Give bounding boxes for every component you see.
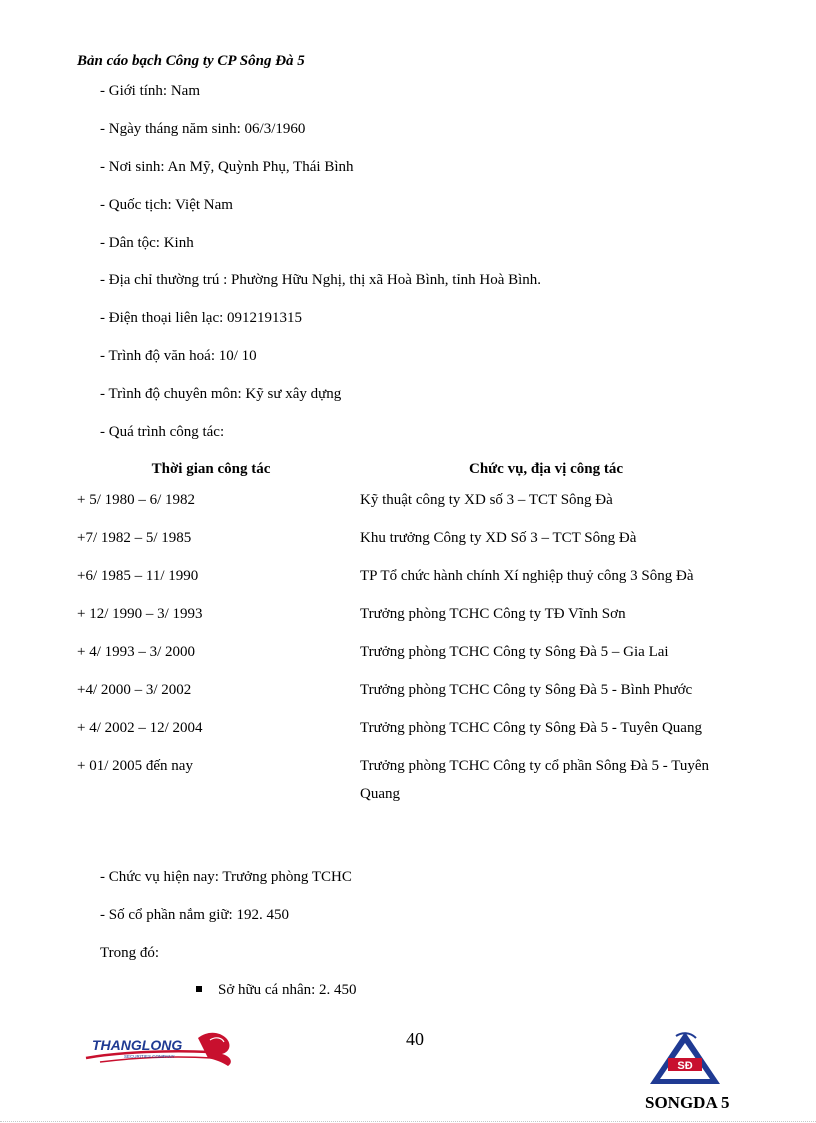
footer-divider bbox=[0, 1121, 816, 1122]
songda5-logo-mark: SĐ bbox=[677, 1060, 693, 1072]
songda5-logo bbox=[648, 1030, 722, 1086]
info-work-history-label: - Quá trình công tác: bbox=[100, 424, 225, 441]
info-profession: - Trình độ chuyên môn: Kỹ sư xây dựng bbox=[100, 386, 342, 403]
info-birth-place: - Nơi sinh: An Mỹ, Quỳnh Phụ, Thái Bình bbox=[100, 158, 354, 175]
position-cell: Trưởng phòng TCHC Công ty Sông Đà 5 - Tuyên Quang bbox=[360, 720, 702, 736]
info-shares-held: - Số cổ phần nắm giữ: 192. 450 bbox=[100, 906, 289, 923]
period-cell: + 4/ 2002 – 12/ 2004 bbox=[77, 720, 203, 736]
info-ethnicity: - Dân tộc: Kinh bbox=[100, 234, 194, 251]
table-row bbox=[77, 600, 747, 638]
holding-bullet-item bbox=[196, 980, 357, 1000]
work-history-table bbox=[77, 458, 747, 808]
column-header-position: Chức vụ, địa vị công tác bbox=[468, 460, 623, 477]
info-phone: - Điện thoại liên lạc: 0912191315 bbox=[100, 310, 303, 327]
info-education: - Trình độ văn hoá: 10/ 10 bbox=[100, 348, 257, 365]
info-of-which-label: Trong đó: bbox=[100, 944, 160, 961]
period-cell: + 5/ 1980 – 6/ 1982 bbox=[77, 492, 196, 508]
period-cell: +6/ 1985 – 11/ 1990 bbox=[77, 568, 199, 584]
table-row bbox=[77, 676, 747, 714]
page-number: 40 bbox=[406, 1029, 424, 1049]
table-row bbox=[77, 480, 747, 524]
songda5-logo-label: SONGDA 5 bbox=[645, 1093, 730, 1112]
info-birth-date: - Ngày tháng năm sinh: 06/3/1960 bbox=[100, 120, 306, 137]
period-cell: +4/ 2000 – 3/ 2002 bbox=[77, 682, 192, 698]
current-info-list bbox=[100, 867, 352, 981]
info-address: - Địa chỉ thường trú : Phường Hữu Nghị, thị xã Hoà Bình, tỉnh Hoà Bình. bbox=[100, 272, 542, 289]
personal-info-list bbox=[100, 81, 541, 460]
thanglong-logo-subtext: SECURITIES COMPANY bbox=[124, 1054, 175, 1059]
table-row bbox=[77, 714, 747, 752]
period-cell: +7/ 1982 – 5/ 1985 bbox=[77, 530, 192, 546]
table-row bbox=[77, 752, 747, 808]
period-cell: + 12/ 1990 – 3/ 1993 bbox=[77, 606, 203, 622]
thanglong-logo bbox=[80, 1028, 240, 1070]
position-cell: Kỹ thuật công ty XD số 3 – TCT Sông Đà bbox=[360, 492, 613, 508]
column-header-period: Thời gian công tác bbox=[151, 460, 271, 477]
period-cell: + 4/ 1993 – 3/ 2000 bbox=[77, 644, 196, 660]
info-nationality: - Quốc tịch: Việt Nam bbox=[100, 196, 233, 213]
page-title: Bản cáo bạch Công ty CP Sông Đà 5 bbox=[77, 53, 305, 69]
info-current-position: - Chức vụ hiện nay: Trưởng phòng TCHC bbox=[100, 869, 352, 885]
table-header-row bbox=[77, 458, 747, 480]
period-cell: + 01/ 2005 đến nay bbox=[77, 758, 193, 774]
info-gender: - Giới tính: Nam bbox=[100, 83, 201, 99]
position-cell: Trưởng phòng TCHC Công ty Sông Đà 5 – Gia Lai bbox=[360, 644, 669, 660]
table-row bbox=[77, 638, 747, 676]
position-cell: Trưởng phòng TCHC Công ty TĐ Vĩnh Sơn bbox=[360, 606, 626, 622]
position-cell: Trưởng phòng TCHC Công ty cổ phần Sông Đà 5 - Tuyên Quang bbox=[360, 758, 710, 802]
table-row bbox=[77, 524, 747, 562]
triangle-mark-icon bbox=[650, 1032, 720, 1084]
table-row bbox=[77, 562, 747, 600]
holding-text: Sở hữu cá nhân: 2. 450 bbox=[218, 982, 357, 998]
square-bullet-icon bbox=[196, 986, 202, 992]
thanglong-logo-text: THANGLONG bbox=[92, 1037, 183, 1053]
position-cell: TP Tổ chức hành chính Xí nghiệp thuỷ công 3 Sông Đà bbox=[360, 568, 694, 584]
position-cell: Trưởng phòng TCHC Công ty Sông Đà 5 - Bình Phước bbox=[360, 682, 693, 698]
position-cell: Khu trưởng Công ty XD Số 3 – TCT Sông Đà bbox=[360, 530, 637, 546]
